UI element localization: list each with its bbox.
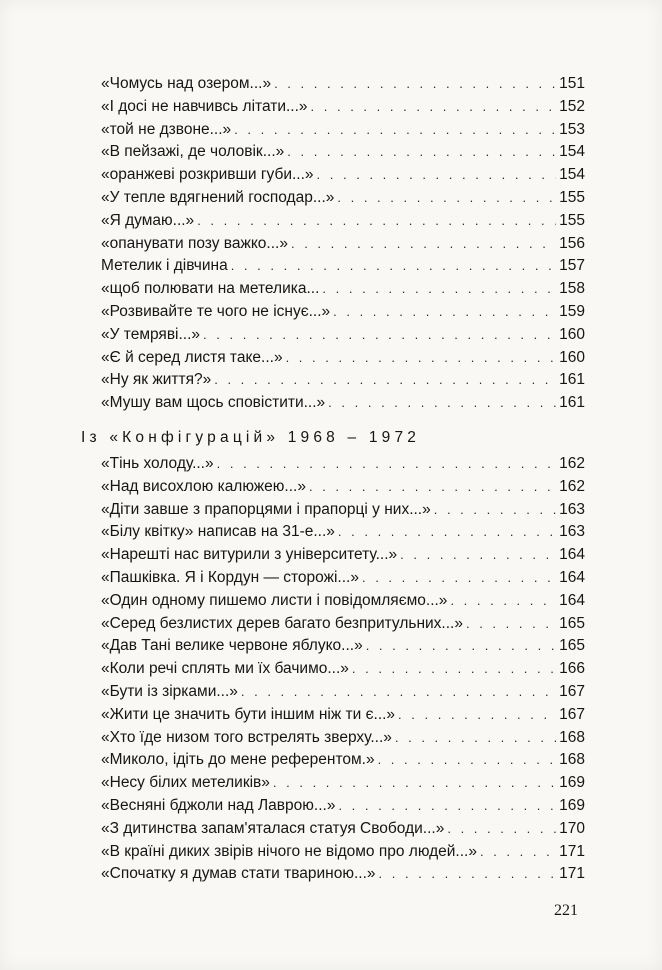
toc-entry [101,704,585,727]
entry-page-number: 156 [559,234,585,252]
entry-page-number: 169 [559,774,585,792]
dot-leader [234,119,556,142]
toc-list-one [101,73,585,415]
entry-page-number: 164 [559,568,585,586]
dot-leader [450,590,556,613]
dot-leader [434,499,556,522]
dot-leader [197,210,556,233]
entry-title: «Бути із зірками...» [101,682,238,700]
toc-entry [101,453,585,476]
dot-leader [338,521,556,544]
entry-title: «Розвивайте те чого не існує...» [101,302,331,320]
entry-title: «Я думаю...» [101,211,195,229]
entry-page-number: 161 [559,394,585,412]
toc-entry [101,613,585,636]
toc-entry [101,476,585,499]
dot-leader [366,635,556,658]
dot-leader [352,658,556,681]
entry-page-number: 169 [559,796,585,814]
entry-title: «З дитинства запам'яталася статуя Свободи...» [101,819,445,837]
dot-leader [378,749,556,772]
entry-title: «Серед безлистих дерев багато безпритульних...» [101,614,463,632]
dot-leader [231,255,556,278]
toc-entry [101,544,585,567]
entry-title: «оранжеві розкривши губи...» [101,166,314,184]
toc-entry [101,255,585,278]
entry-title: «Тінь холоду...» [101,455,214,472]
entry-title: «той не дзвоне...» [101,120,232,138]
entry-page-number: 157 [559,257,585,275]
dot-leader [480,841,556,864]
dot-leader [311,96,556,119]
entry-title: «Коли речі сплять ми їх бачимо...» [101,660,349,678]
entry-page-number: 170 [559,819,585,837]
toc-entry [101,590,585,613]
toc-entry [101,658,585,681]
dot-leader [398,704,556,727]
entry-title: «Пашківка. Я і Кордун — сторожі...» [101,568,359,586]
entry-title: «Є й серед листя таке...» [101,348,283,366]
toc-entry [101,210,585,233]
toc-entry [101,795,585,818]
toc-entry [101,369,585,392]
entry-title: «опанувати позу важко...» [101,234,288,252]
toc-entry [101,635,585,658]
entry-page-number: 155 [559,211,585,229]
entry-title: «Один одному пишемо листи і повідомляємо...» [101,591,448,609]
entry-page-number: 155 [559,188,585,206]
toc-list-two [101,453,585,886]
entry-page-number: 164 [559,546,585,564]
entry-title: «Діти завше з прапорцями і прапорці у них...» [101,500,431,518]
section-heading: Із «Конфігурацій» 1968 – 1972 [81,429,421,446]
entry-title: «Білу квітку» написав на 31-е...» [101,523,335,541]
toc-entry [101,749,585,772]
entry-page-number: 165 [559,637,585,655]
dot-leader [291,233,556,256]
toc-entry [101,278,585,301]
page-number: 221 [554,902,578,919]
entry-title: «Над висохлою калюжею...» [101,477,306,495]
toc-entry [101,96,585,119]
entry-page-number: 162 [559,477,585,495]
dot-leader [337,187,556,210]
dot-leader [241,681,556,704]
dot-leader [333,301,556,324]
entry-page-number: 163 [559,523,585,541]
toc-entry [101,187,585,210]
entry-title: «Мушу вам щось сповістити...» [101,394,326,412]
entry-page-number: 153 [559,120,585,138]
entry-title: «Ну як життя?» [101,371,212,389]
dot-leader [395,727,556,750]
entry-title: «І досі не навчивсь літати...» [101,97,308,115]
dot-leader [309,476,556,499]
entry-title: «Спочатку я думав стати твариною...» [101,865,376,883]
entry-title: «Нарешті нас витурили з університету...» [101,546,398,564]
toc-entry [101,521,585,544]
entry-title: «Дав Тані велике червоне яблуко...» [101,637,363,655]
entry-title: «щоб полювати на метелика... [101,280,320,298]
dot-leader [217,453,556,476]
toc-entry [101,727,585,750]
entry-title: Метелик і дівчина [101,257,228,275]
dot-leader [274,73,556,96]
toc-entry [101,681,585,704]
entry-page-number: 171 [559,865,585,883]
entry-title: «Хто їде низом того встрелять зверху...» [101,728,392,746]
toc-section-two [101,453,585,886]
toc-entry [101,499,585,522]
entry-page-number: 154 [559,143,585,161]
toc-entry [101,119,585,142]
entry-page-number: 151 [559,75,585,92]
entry-page-number: 168 [559,728,585,746]
toc-entry [101,164,585,187]
dot-leader [317,164,556,187]
entry-page-number: 164 [559,591,585,609]
entry-page-number: 161 [559,371,585,389]
entry-page-number: 167 [559,682,585,700]
entry-page-number: 154 [559,166,585,184]
toc-entry [101,347,585,370]
entry-page-number: 167 [559,705,585,723]
entry-page-number: 163 [559,500,585,518]
entry-page-number: 152 [559,97,585,115]
dot-leader [379,863,556,886]
entry-page-number: 162 [559,455,585,472]
dot-leader [328,392,556,415]
dot-leader [322,278,556,301]
entry-page-number: 158 [559,280,585,298]
dot-leader [466,613,556,636]
entry-page-number: 165 [559,614,585,632]
dot-leader [338,795,556,818]
entry-title: «Несу білих метеликів» [101,774,270,792]
toc-entry [101,863,585,886]
dot-leader [447,818,556,841]
entry-page-number: 171 [559,842,585,860]
entry-title: «В країні диких звірів нічого не відомо про людей...» [101,842,477,860]
entry-title: «У темряві...» [101,325,201,343]
dot-leader [214,369,556,392]
toc-entry [101,324,585,347]
toc-section-one [101,73,585,415]
toc-entry [101,818,585,841]
entry-title: «В пейзажі, де чоловік...» [101,143,285,161]
entry-page-number: 160 [559,325,585,343]
dot-leader [400,544,556,567]
entry-title: «Весняні бджоли над Лаврою...» [101,796,336,814]
entry-page-number: 166 [559,660,585,678]
entry-title: «Жити це значить бути іншим ніж ти є...» [101,705,396,723]
dot-leader [287,141,556,164]
entry-page-number: 159 [559,302,585,320]
dot-leader [273,772,556,795]
toc-entry [101,141,585,164]
toc-entry [101,233,585,256]
entry-title: «У тепле вдягнений господар...» [101,188,335,206]
dot-leader [362,567,556,590]
toc-entry [101,301,585,324]
toc-entry [101,73,585,96]
dot-leader [286,347,556,370]
entry-title: «Чомусь над озером...» [101,75,272,92]
toc-entry [101,772,585,795]
toc-entry [101,567,585,590]
entry-page-number: 160 [559,348,585,366]
entry-page-number: 168 [559,751,585,769]
toc-entry [101,392,585,415]
dot-leader [203,324,556,347]
toc-entry [101,841,585,864]
entry-title: «Миколо, ідіть до мене референтом.» [101,751,375,769]
